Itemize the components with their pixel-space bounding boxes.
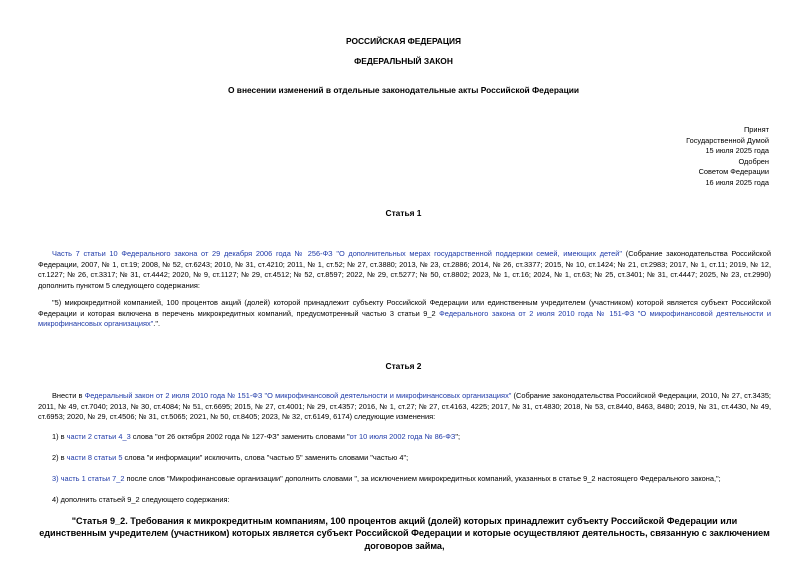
law-title: О внесении изменений в отдельные законодательные акты Российской Федерации [227, 85, 580, 95]
part-8-article-5-link[interactable]: части 8 статьи 5 [66, 453, 123, 462]
part-2-article-4-3-link[interactable]: части 2 статьи 4_3 [66, 432, 131, 441]
law-256-fz-link[interactable]: Часть 7 статьи 10 Федерального закона от 29 декабря 2006 года № 256-ФЗ "О дополнительных мерах государственной поддержки семей, имеющих детей" [52, 249, 623, 258]
article-9-2-heading: "Статья 9_2. Требования к микрокредитным компаниям, 100 процентов акций (долей) которых принадлежит субъекту Российской Федерации или единственным учредителем (участником) которых является субъект Российской Федерации и которые осуществляют деятельность, связанную с заключением договоров займа, [39, 516, 770, 551]
law-151-fz-intro-link[interactable]: Федеральный закон от 2 июля 2010 года № 151-ФЗ "О микрофинансовой деятельности и микрофинансовых организациях" [84, 391, 512, 400]
adoption-block [686, 125, 769, 189]
article-1-p2-text: "5) микрокредитной компанией, 100 процентов акций (долей) которой принадлежит субъекту Российской Федерации или единственным учредителем (участником) которой является субъект Российской Федерации и которая включена в перечень микрокредитных компаний, предусмотренный частью 3 статьи 9_2 [38, 298, 771, 318]
article-1-p2-end: .". [153, 319, 161, 328]
law-151-fz-link[interactable]: Федерального закона от 2 июля 2010 года № 151-ФЗ "О микрофинансовой деятельности и микрофинансовых организациях" [38, 308, 771, 328]
article-2-heading: Статья 2 [385, 361, 422, 371]
article-1-heading: Статья 1 [385, 208, 422, 218]
item-1-text-a: 1) в [52, 432, 67, 441]
article-1-p1-text: (Собрание законодательства Российской Федерации, 2007, № 1, ст.19; 2008, № 52, ст.6243; 2010, № 31, ст.4210; 2011, № 1, ст.52; № 27, ст.3880; 2013, № 23, ст.2886; 2014, № 26, ст.3377; 2015, № 10, ст.1424; № 21, ст.2983; 2017, № 1, ст.11; 2019, № 12, ст.1227; № 26, ст.3317; № 31, ст.4442; 2020, № 9, ст.1127; № 29, ст.4512; № 52, ст.8597; 2022, № 29, ст.5277; № 50, ст.8802; 2023, № 1, ст.16; 2024, № 1, ст.63; № 25, ст.3401; № 31, ст.4447; 2025, № 23, ст.2990) дополнить пунктом 5 следующего содержания: [38, 249, 771, 290]
item-1-text-b: слова "от 26 октября 2002 года № 127-ФЗ" заменить словами " [130, 432, 350, 441]
council-date: 16 июля 2025 года [705, 177, 769, 187]
article-2-intro-start: Внести в [52, 391, 85, 400]
item-3-text-b: после слов "Микрофинансовые организации" дополнить словами ", за исключением микрокредитных компаний, указанных в статье 9_2 настоящего Федерального закона,"; [124, 474, 721, 483]
item-2-text-a: 2) в [52, 453, 67, 462]
amendment-item-4: 4) дополнить статьей 9_2 следующего содержания: [52, 495, 230, 504]
duma-label: Государственной Думой [686, 135, 769, 145]
amendment-item-2 [52, 453, 408, 464]
article-1-paragraph-1 [38, 249, 771, 291]
law-86-fz-link[interactable]: от 10 июля 2002 года № 86-ФЗ [349, 432, 456, 441]
council-label: Советом Федерации [698, 167, 769, 177]
amendment-item-1 [52, 432, 460, 443]
duma-date: 15 июля 2025 года [705, 146, 769, 156]
article-2-intro-text: (Собрание законодательства Российской Федерации, 2010, № 27, ст.3435; 2011, № 49, ст.7040; 2013, № 30, ст.4084; № 51, ст.6695; 2015, № 27, ст.4001; № 29, ст.4357; 2016, № 1, ст.27; № 27, ст.4163, 4225; 2017, № 31, ст.4830; 2018, № 53, ст.8440, 8463, 8480; 2019, № 31, ст.4430, № 49, ст.6953; 2020, № 29, ст.4506; № 31, ст.5065; 2021, № 50, ст.8405; 2023, № 32, ст.6149, 6174) следующие изменения: [38, 391, 771, 421]
doc-type-heading: ФЕДЕРАЛЬНЫЙ ЗАКОН [354, 56, 453, 66]
item-2-text-b: слова "и информации" исключить, слова "частью 5" заменить словами "частью 4"; [122, 453, 409, 462]
adopted-label: Принят [743, 125, 769, 134]
country-heading: РОССИЙСКАЯ ФЕДЕРАЦИЯ [345, 36, 462, 46]
item-1-text-c: "; [455, 432, 461, 441]
article-2-intro [38, 391, 771, 423]
article-1-paragraph-2 [38, 298, 771, 330]
approved-label: Одобрен [738, 156, 769, 166]
part-1-article-7-2-link[interactable]: 3) часть 1 статьи 7_2 [52, 474, 125, 483]
amendment-item-3 [52, 474, 721, 485]
